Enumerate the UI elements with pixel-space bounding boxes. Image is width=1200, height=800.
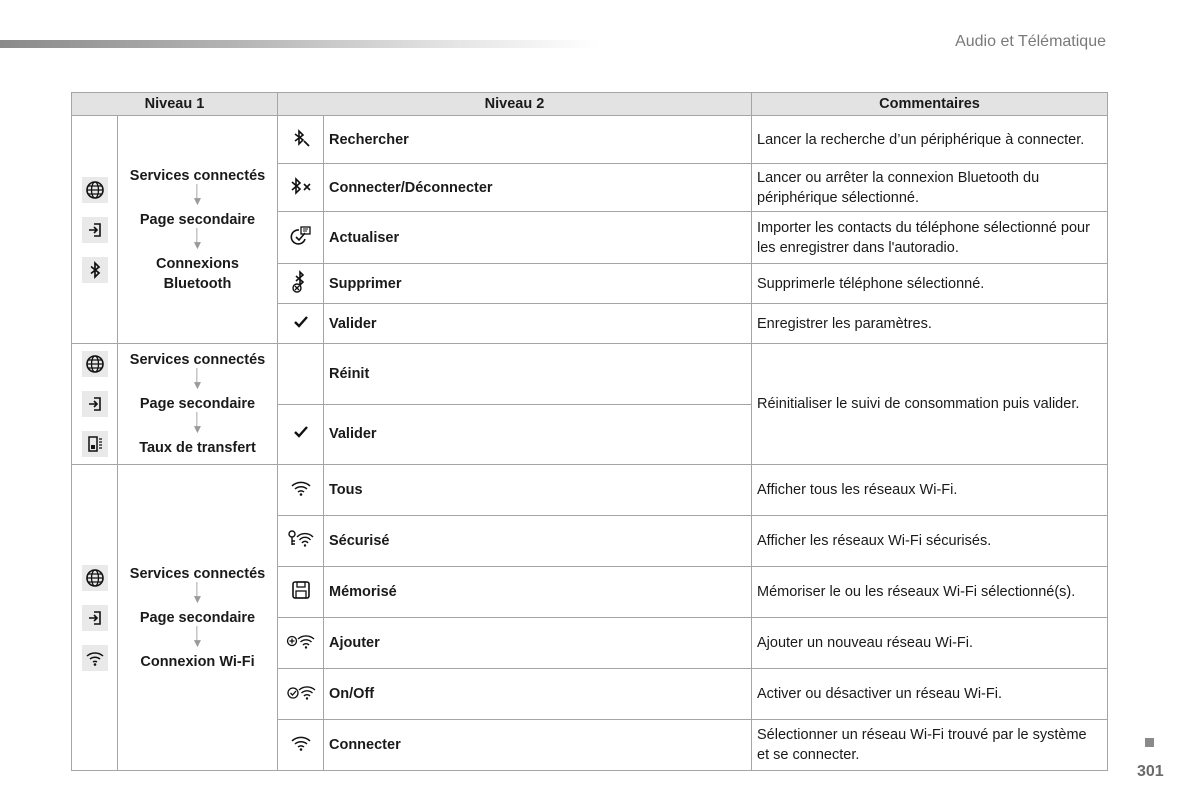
level2-label: Valider xyxy=(324,304,752,344)
header-level1: Niveau 1 xyxy=(72,93,278,116)
level2-label: Valider xyxy=(324,404,752,465)
nav-step-secondary-page: Page secondaire xyxy=(139,396,256,412)
settings-table xyxy=(71,92,1108,771)
arrow-down-icon: │ ▼ xyxy=(191,581,204,606)
arrow-down-icon: │ ▼ xyxy=(191,227,204,252)
level2-label: Connecter/Déconnecter xyxy=(324,164,752,212)
level2-label: On/Off xyxy=(324,669,752,720)
wifi-icon xyxy=(278,720,324,771)
comment-text: Sélectionner un réseau Wi-Fi trouvé par le système et se connecter. xyxy=(752,720,1108,771)
nav-step-wifi-connection: Connexion Wi-Fi xyxy=(140,653,255,670)
checkmark-icon xyxy=(278,404,324,465)
enter-icon xyxy=(82,391,108,417)
empty-icon-cell xyxy=(278,344,324,405)
globe-icon xyxy=(82,351,108,377)
level1-navigation xyxy=(118,465,278,771)
level2-label: Mémorisé xyxy=(324,567,752,618)
level2-label: Rechercher xyxy=(324,116,752,164)
comment-text: Lancer ou arrêter la connexion Bluetooth du périphérique sélectionné. xyxy=(752,164,1108,212)
save-icon xyxy=(278,567,324,618)
level1-icons xyxy=(72,116,118,344)
globe-icon xyxy=(82,565,108,591)
table-row xyxy=(72,116,1108,164)
arrow-down-icon: │ ▼ xyxy=(191,625,204,650)
comment-text: Supprimerle téléphone sélectionné. xyxy=(752,264,1108,304)
nav-step-secondary-page: Page secondaire xyxy=(139,609,256,626)
comment-text: Réinitialiser le suivi de consommation puis valider. xyxy=(752,344,1108,465)
table-row xyxy=(72,465,1108,516)
comment-text: Importer les contacts du téléphone sélectionné pour les enregistrer dans l'autoradio. xyxy=(752,212,1108,264)
wifi-icon xyxy=(82,645,108,671)
enter-icon xyxy=(82,217,108,243)
header-rule xyxy=(0,40,600,48)
wifi-icon xyxy=(278,465,324,516)
comment-text: Activer ou désactiver un réseau Wi-Fi. xyxy=(752,669,1108,720)
level2-label: Connecter xyxy=(324,720,752,771)
comment-text: Mémoriser le ou les réseaux Wi-Fi sélectionné(s). xyxy=(752,567,1108,618)
wifi-add-icon xyxy=(278,618,324,669)
comment-text: Enregistrer les paramètres. xyxy=(752,304,1108,344)
bluetooth-disconnect-icon xyxy=(278,164,324,212)
table-row xyxy=(72,344,1108,405)
nav-step-secondary-page: Page secondaire xyxy=(139,211,256,228)
comment-text: Ajouter un nouveau réseau Wi-Fi. xyxy=(752,618,1108,669)
nav-step-connections: Connexions xyxy=(156,255,239,272)
nav-step-bluetooth: Bluetooth xyxy=(163,275,232,292)
level1-icons xyxy=(72,344,118,465)
arrow-down-icon: │ ▼ xyxy=(191,412,204,436)
comment-text: Afficher tous les réseaux Wi-Fi. xyxy=(752,465,1108,516)
refresh-contacts-icon xyxy=(278,212,324,264)
level2-label: Actualiser xyxy=(324,212,752,264)
comment-text: Lancer la recherche d’un périphérique à connecter. xyxy=(752,116,1108,164)
level2-label: Tous xyxy=(324,465,752,516)
header-level2: Niveau 2 xyxy=(278,93,752,116)
bluetooth-icon xyxy=(82,257,108,283)
bluetooth-search-icon xyxy=(278,116,324,164)
level1-navigation xyxy=(118,116,278,344)
table-header-row xyxy=(72,93,1108,116)
nav-step-services: Services connectés xyxy=(129,167,266,184)
wifi-onoff-icon xyxy=(278,669,324,720)
header-comments: Commentaires xyxy=(752,93,1108,116)
level2-label: Ajouter xyxy=(324,618,752,669)
level1-navigation xyxy=(118,344,278,465)
transfer-rate-icon xyxy=(82,431,108,457)
comment-text: Afficher les réseaux Wi-Fi sécurisés. xyxy=(752,516,1108,567)
page-number: 301 xyxy=(1137,763,1164,780)
nav-step-transfer-rate: Taux de transfert xyxy=(139,440,256,456)
page-marker xyxy=(1145,738,1154,747)
level2-label: Sécurisé xyxy=(324,516,752,567)
arrow-down-icon: │ ▼ xyxy=(191,368,204,392)
arrow-down-icon: │ ▼ xyxy=(191,183,204,208)
level2-label: Réinit xyxy=(324,344,752,405)
section-title: Audio et Télématique xyxy=(955,33,1106,50)
level1-icons xyxy=(72,465,118,771)
nav-step-services: Services connectés xyxy=(129,352,266,368)
level2-label: Supprimer xyxy=(324,264,752,304)
nav-step-services: Services connectés xyxy=(129,565,266,582)
bluetooth-delete-icon xyxy=(278,264,324,304)
enter-icon xyxy=(82,605,108,631)
wifi-secure-icon xyxy=(278,516,324,567)
checkmark-icon xyxy=(278,304,324,344)
globe-icon xyxy=(82,177,108,203)
